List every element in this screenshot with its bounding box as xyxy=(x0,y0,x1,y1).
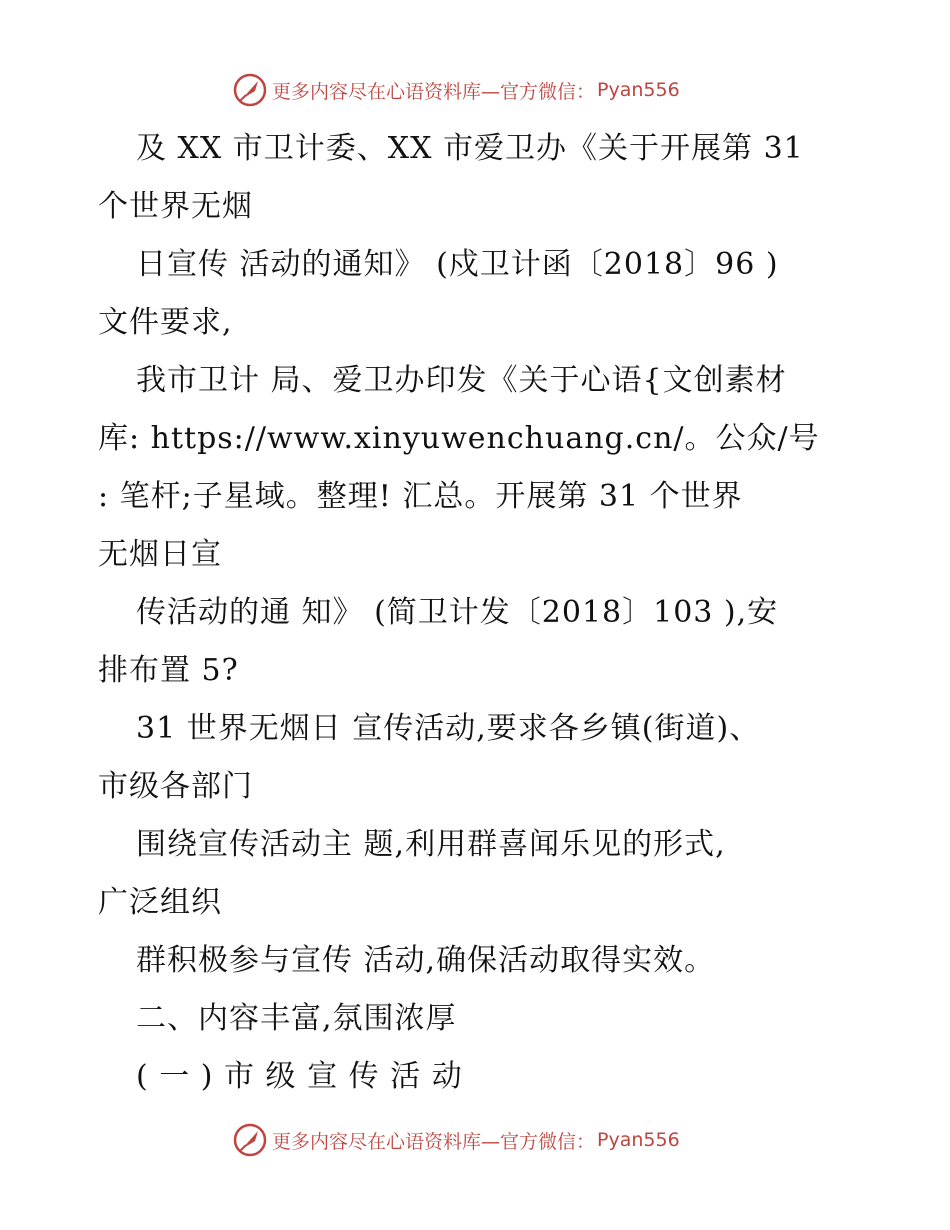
text-line: 广泛组织 xyxy=(98,885,222,920)
text-line: 群积极参与宣传 活动,确保活动取得实效。 xyxy=(136,943,716,978)
text-line: 日宣传 活动的通知》 (戍卫计函〔2018〕96 ) xyxy=(136,247,779,282)
text-line: 及 XX 市卫计委、XX 市爱卫办《关于开展第 31 xyxy=(136,131,804,166)
section-heading: 二、内容丰富,氛围浓厚 xyxy=(136,1001,457,1036)
text-line: 库: https://www.xinyuwenchuang.cn/。公众/号 xyxy=(98,421,820,456)
text-line: 个世界无烟 xyxy=(98,189,253,224)
banner-text: 更多内容尽在心语资料库—官方微信： xyxy=(272,1130,596,1153)
banner-text: 更多内容尽在心语资料库—官方微信： xyxy=(272,80,596,103)
footer-banner xyxy=(232,1122,680,1158)
text-line: 文件要求, xyxy=(98,305,233,340)
text-line: 无烟日宣 xyxy=(98,537,222,572)
header-banner xyxy=(232,72,680,108)
text-line: 围绕宣传活动主 题,利用群喜闻乐见的形式, xyxy=(136,827,726,862)
text-line: : 笔杆;子星域。整理! 汇总。开展第 31 个世界 xyxy=(98,479,743,514)
banner-handle: Pyan556 xyxy=(597,79,680,101)
text-line: 市级各部门 xyxy=(98,769,253,804)
text-line: 排布置 5? xyxy=(98,653,239,688)
banner-handle: Pyan556 xyxy=(597,1129,680,1151)
document-body xyxy=(98,120,878,1106)
quill-logo-icon xyxy=(232,1122,268,1158)
quill-logo-icon xyxy=(232,72,268,108)
text-line: 31 世界无烟日 宣传活动,要求各乡镇(街道)、 xyxy=(136,711,761,746)
text-line: 我市卫计 局、爱卫办印发《关于心语{文创素材 xyxy=(136,363,787,398)
subsection-heading: ( 一 ) 市 级 宣 传 活 动 xyxy=(136,1059,463,1094)
text-line: 传活动的通 知》 (简卫计发〔2018〕103 ),安 xyxy=(136,595,779,630)
